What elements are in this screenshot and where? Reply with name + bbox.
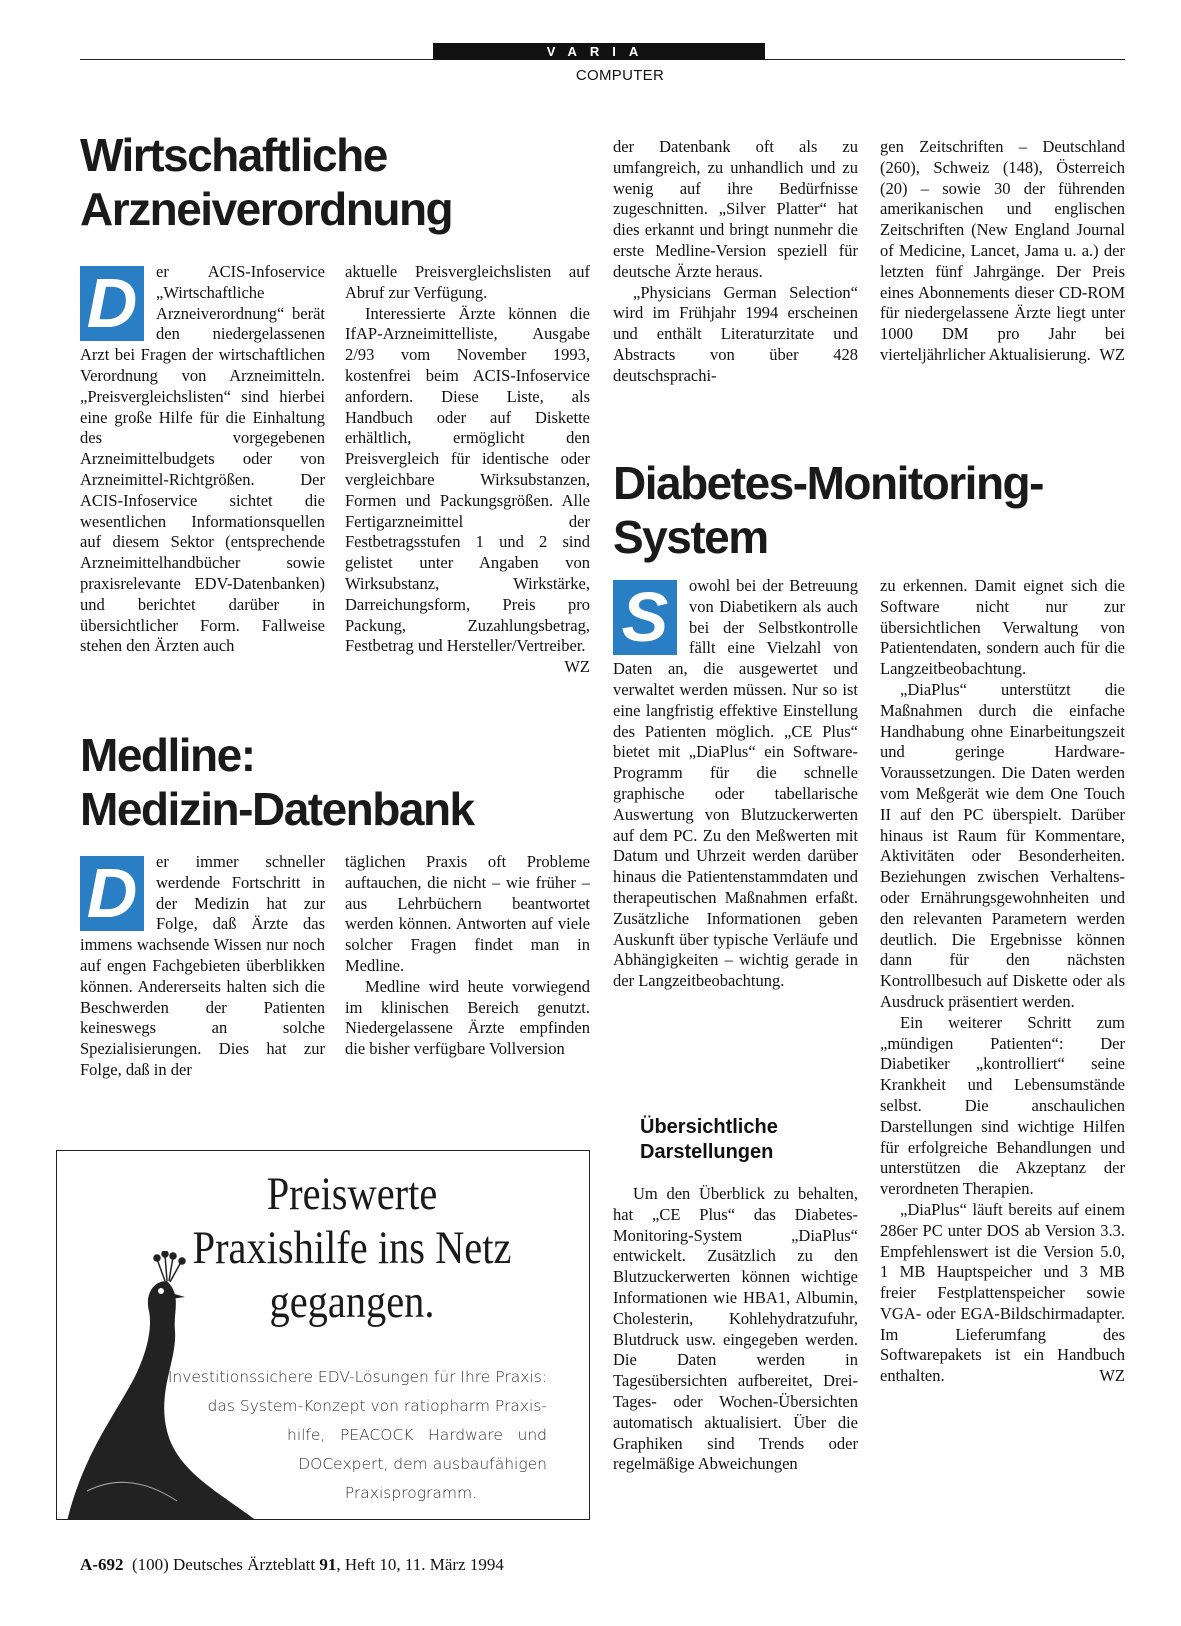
article2-col4: gen Zeitschriften – Deutschland (260), Schweiz (148), Österreich (20) – sowie 30 der führenden amerikanischen und englischen Zeitschriften (New England Journal of Medicine, Lancet, Jama u. a.) der letzten fünf Jahrgänge. Der Preis eines Abonnements dieser CD-ROM für niedergelassene Ärzte liegt unter 1000 DM pro Jahr bei vierteljährlicher Aktualisierung. WZ <box>880 137 1125 364</box>
article2-col2: täglichen Praxis oft Probleme auftauchen, die nicht – wie früher – aus Lehrbüchern beantwortet werden können. Antworten auf viele solcher Fragen findet man in Medline. Medline wird heute vorwiegend im klinischen Bereich genutzt. Niedergelassene Ärzte empfinden die bisher verfügbare Vollversion <box>345 852 590 1059</box>
page-number: A-692 <box>80 1555 124 1574</box>
article1-paragraph: Interessierte Ärzte können die IfAP-Arzneimittelliste, Ausgabe 2/93 vom November 1993, kostenfrei beim ACIS-Infoservice anfordern. Diese Liste, als Handbuch oder auf Diskette erhältlich, ermöglicht den Preisvergleich für identische oder vergleichbare Wirksubstanzen, Formen und Packungsgrößen. Alle Fertigarzneimittel der Festbetragsstufen 1 und 2 sind gelistet unter Angaben von Wirksubstanz, Wirkstärke, Darreichungsform, Preis pro Packung, Zuzahlungsbetrag, Festbetrag und Hersteller/Vertreiber. WZ <box>345 303 590 677</box>
ad-headline: Preiswerte Praxishilfe ins Netz gegangen. <box>192 1168 512 1328</box>
section-band: VARIA <box>433 43 765 60</box>
ad-body: Investitionssichere EDV-Lösungen für Ihre Praxis: das System-Konzept von ratiopharm Praxis- hilfe, PEACOCK Hardware und DOCexpert, dem ausbaufähigen Praxisprogramm. <box>167 1368 547 1502</box>
article3-col1: S owohl bei der Betreuung von Diabetikern als auch bei der Selbstkontrolle fällt eine Vielzahl von Daten an, die ausgewertet und verwaltet werden müssen. Nur so ist eine langfristig effektive Einstellung des Patienten möglich. „CE Plus“ bietet mit „DiaPlus“ ein Software-Programm für die schnelle graphische oder tabellarische Auswertung von Blutzuckerwerten auf dem PC. Zu den Meßwerten mit Datum und Uhrzeit werden darüber hinaus die Patientenstammdaten und therapeutischen Maßnahmen erfaßt. Zusätzliche Informationen geben Auskunft über typische Verläufe und Abhängigkeiten – wichtig gerade in der Langzeitbeobachtung. <box>613 576 858 991</box>
drop-cap: D <box>80 266 144 341</box>
article1-col1 <box>80 262 325 657</box>
article3-col2: zu erkennen. Damit eignet sich die Software nicht nur zur übersichtlichen Verwaltung von Patientendaten, sondern auch für die Langzeitbeobachtung. „DiaPlus“ unterstützt die Maßnahmen durch die einfache Handhabung ohne Einarbeitungszeit und geringe Hardware-Voraussetzungen. Die Daten werden vom Meßgerät wie dem One Touch II auf den PC überspielt. Darüber hinaus ist Raum für Kommentare, Aktivitäten oder Besonderheiten. Beziehungen zwischen Verhaltens- oder Ernährungsgewohnheiten und den relevanten Parametern werden deutlich. Die Ergebnisse können dann für den nächsten Kontrollbesuch auf Diskette oder als Ausdruck präsentiert werden. Ein weiterer Schritt zum „mündigen Patienten“: Der Diabetiker „kontrolliert“ seine Krankheit und Lebensumstände selbst. Die anschaulichen Darstellungen sind wichtige Hilfen für erfolgreiche Behandlungen und unterstützen die Akzeptanz der verordneten Therapien. „DiaPlus“ läuft bereits auf einem 286er PC unter DOS ab Version 3.3. Empfehlenswert ist die Version 5.0, 1 MB Hauptspeicher und 3 MB freier Festplattenspeicher sowie VGA- oder EGA-Bildschirmadapter. Im Lieferumfang des Softwarepakets ist ein Handbuch enthalten. WZ <box>880 576 1125 1386</box>
section-label: COMPUTER <box>575 67 665 84</box>
article1-col2: aktuelle Preisvergleichslisten auf Abruf zur Verfügung. Interessierte Ärzte können die IfAP-Arzneimittelliste, Ausgabe 2/93 vom November 1993, kostenfrei beim ACIS-Infoservice anfordern. Diese Liste, als Handbuch oder auf Diskette erhältlich, ermöglicht den Preisvergleich für identische oder vergleichbare Wirksubstanzen, Formen und Packungsgrößen. Alle Fertigarzneimittel der Festbetragsstufen 1 und 2 sind gelistet unter Angaben von Wirksubstanz, Wirkstärke, Darreichungsform, Preis pro Packung, Zuzahlungsbetrag, Festbetrag und Hersteller/Vertreiber. WZ <box>345 262 590 677</box>
article2-title: Medline: Medizin-Datenbank <box>80 729 474 835</box>
article3-title: Diabetes-Monitoring- System <box>613 457 1043 563</box>
author-sign: WZ <box>564 657 590 677</box>
author-sign: WZ <box>1099 1366 1125 1386</box>
drop-cap: S <box>613 580 677 655</box>
article2-col3: der Datenbank oft als zu umfangreich, zu unhandlich und zu wenig auf ihre Bedürfnisse zugeschnitten. „Silver Platter“ hat dies erkannt und bringt nunmehr die erste Medline-Version speziell für deutsche Ärzte heraus. „Physicians German Selection“ wird im Frühjahr 1994 erscheinen und enthält Literaturzitate und Abstracts von über 428 deutschsprachi- <box>613 137 858 385</box>
drop-cap: D <box>80 856 144 931</box>
article3-col1b: Um den Überblick zu behalten, hat „CE Plus“ das Diabetes-Monitoring-System „DiaPlus“ entwickelt. Zusätzlich zu den Blutzuckerwerten können wichtige Informationen wie HBA1, Albumin, Cholesterin, Kohlehydratzufuhr, Blutdruck usw. eingegeben werden. Die Daten werden in Tagesübersichten aufbereitet, Drei-Tages- oder Wochen-Übersichten automatisch aktualisiert. Über die Graphiken sind Trends oder regelmäßige Abweichungen <box>613 1184 858 1474</box>
article2-col1: D er immer schneller werdende Fortschritt in der Medizin hat zur Folge, daß Ärzte das immens wachsende Wissen nur noch auf engen Fachgebieten überblikken können. Andererseits halten sich die Beschwerden der Patienten keineswegs an solche Spezialisierungen. Dies hat zur Folge, daß in der <box>80 852 325 1079</box>
article3-subhead: Übersichtliche Darstellungen <box>640 1116 778 1163</box>
article1-title: Wirtschaftliche Arzneiverordnung <box>80 129 453 235</box>
author-sign: WZ <box>1099 344 1125 364</box>
page-footer: A-692 (100) Deutsches Ärzteblatt 91, Heft 10, 11. März 1994 <box>80 1555 504 1574</box>
advertisement <box>56 1150 590 1520</box>
article1-text: er ACIS-Infoservice „Wirtschaftliche Arzneiverordnung“ berät den niedergelassenen Arzt bei Fragen der wirtschaftlichen Verordnung von Arzneimitteln. „Preisvergleichslisten“ sind hierbei eine große Hilfe für die Einhaltung des vorgegebenen Arzneimittelbudgets oder von Arzneimittel-Richtgrößen. Der ACIS-Infoservice sichtet die wesentlichen Informationsquellen auf diesem Sektor (entsprechende Arzneimittelhandbücher sowie praxisrelevante EDV-Datenbanken) und berichtet darüber in übersichtlicher Form. Fallweise stehen den Ärzten auch <box>80 262 325 656</box>
